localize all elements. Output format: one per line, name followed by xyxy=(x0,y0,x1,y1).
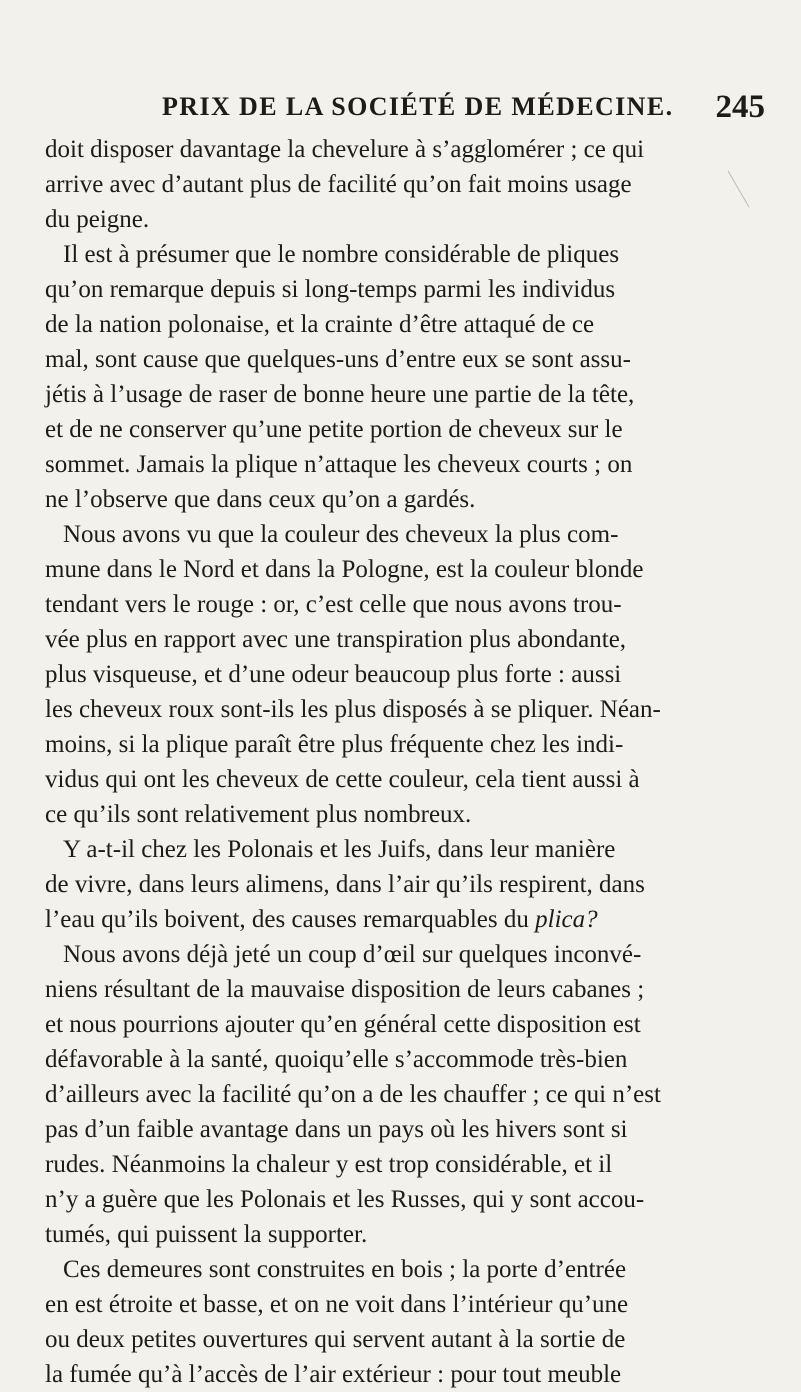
line-text: les cheveux roux sont-ils les plus disposés à se pliquer. Néan- xyxy=(45,696,661,723)
line-text: qu’on remarque depuis si long-temps parmi les individus xyxy=(45,276,616,303)
text-line xyxy=(45,1217,765,1252)
text-line xyxy=(45,832,765,867)
text-line xyxy=(45,1287,765,1322)
text-line xyxy=(45,1322,765,1357)
line-text: doit disposer davantage la chevelure à s’agglomérer ; ce qui xyxy=(45,136,645,163)
line-text: de la nation polonaise, et la crainte d’être attaqué de ce xyxy=(45,311,595,338)
running-head xyxy=(0,0,801,140)
text-line xyxy=(45,1077,765,1112)
line-text: et de ne conserver qu’une petite portion de cheveux sur le xyxy=(45,416,623,443)
text-line xyxy=(45,552,765,587)
text-line xyxy=(45,1182,765,1217)
line-text: la fumée qu’à l’accès de l’air extérieur : pour tout meuble xyxy=(45,1361,622,1388)
line-text: d’ailleurs avec la facilité qu’on a de les chauffer ; ce qui n’est xyxy=(45,1081,661,1108)
body-text xyxy=(45,132,765,1392)
text-line xyxy=(45,482,765,517)
text-line xyxy=(45,167,765,202)
text-line xyxy=(45,657,765,692)
text-line xyxy=(45,692,765,727)
text-line xyxy=(45,237,765,272)
line-text: Nous avons vu que la couleur des cheveux la plus com- xyxy=(63,521,619,548)
text-line xyxy=(45,1252,765,1287)
text-line xyxy=(45,727,765,762)
text-line xyxy=(45,1112,765,1147)
line-text: vée plus en rapport avec une transpiration plus abondante, xyxy=(45,626,627,653)
text-line xyxy=(45,1147,765,1182)
line-text: rudes. Néanmoins la chaleur y est trop considérable, et il xyxy=(45,1151,613,1178)
page-number: 245 xyxy=(715,89,765,125)
line-text: de vivre, dans leurs alimens, dans l’air qu’ils respirent, dans xyxy=(45,871,645,898)
line-text: Il est à présumer que le nombre considérable de pliques xyxy=(63,241,620,268)
line-text: défavorable à la santé, quoiqu’elle s’accommode très-bien xyxy=(45,1046,628,1073)
text-line xyxy=(45,447,765,482)
text-line xyxy=(45,1007,765,1042)
line-text: tumés, qui puissent la supporter. xyxy=(45,1221,368,1248)
line-text: ne l’observe que dans ceux qu’on a gardés. xyxy=(45,486,476,513)
line-text: tendant vers le rouge : or, c’est celle que nous avons trou- xyxy=(45,591,622,618)
line-text: jétis à l’usage de raser de bonne heure une partie de la tête, xyxy=(45,381,635,408)
line-text: niens résultant de la mauvaise disposition de leurs cabanes ; xyxy=(45,976,645,1003)
line-text: ou deux petites ouvertures qui servent autant à la sortie de xyxy=(45,1326,626,1353)
line-italic-text: plica? xyxy=(535,906,598,933)
text-line xyxy=(45,937,765,972)
line-text: en est étroite et basse, et on ne voit dans l’intérieur qu’une xyxy=(45,1291,629,1318)
line-text: l’eau qu’ils boivent, des causes remarquables du xyxy=(45,906,529,933)
text-line xyxy=(45,867,765,902)
text-line xyxy=(45,132,765,167)
line-text: sommet. Jamais la plique n’attaque les cheveux courts ; on xyxy=(45,451,633,478)
text-line xyxy=(45,587,765,622)
text-line xyxy=(45,1357,765,1392)
running-title: PRIX DE LA SOCIÉTÉ DE MÉDECINE. xyxy=(162,92,674,121)
text-line xyxy=(45,412,765,447)
line-text: plus visqueuse, et d’une odeur beaucoup plus forte : aussi xyxy=(45,661,622,688)
text-line xyxy=(45,902,765,937)
text-line xyxy=(45,1042,765,1077)
line-text: mune dans le Nord et dans la Pologne, est la couleur blonde xyxy=(45,556,644,583)
line-text: moins, si la plique paraît être plus fréquente chez les indi- xyxy=(45,731,624,758)
line-text: arrive avec d’autant plus de facilité qu’on fait moins usage xyxy=(45,171,632,198)
line-text: vidus qui ont les cheveux de cette couleur, cela tient aussi à xyxy=(45,766,640,793)
line-text: et nous pourrions ajouter qu’en général cette disposition est xyxy=(45,1011,641,1038)
line-text: ce qu’ils sont relativement plus nombreux. xyxy=(45,801,472,828)
text-line xyxy=(45,202,765,237)
text-line xyxy=(45,972,765,1007)
text-line xyxy=(45,622,765,657)
text-line xyxy=(45,307,765,342)
line-text: du peigne. xyxy=(45,206,150,233)
text-line xyxy=(45,762,765,797)
line-text: Nous avons déjà jeté un coup d’œil sur quelques inconvé- xyxy=(63,941,642,968)
line-text: mal, sont cause que quelques-uns d’entre eux se sont assu- xyxy=(45,346,631,373)
text-line xyxy=(45,377,765,412)
line-text: n’y a guère que les Polonais et les Russes, qui y sont accou- xyxy=(45,1186,645,1213)
text-line xyxy=(45,272,765,307)
text-line xyxy=(45,517,765,552)
line-text: pas d’un faible avantage dans un pays où les hivers sont si xyxy=(45,1116,628,1143)
text-line xyxy=(45,342,765,377)
line-text: Ces demeures sont construites en bois ; la porte d’entrée xyxy=(63,1256,627,1283)
line-text: Y a-t-il chez les Polonais et les Juifs, dans leur manière xyxy=(63,836,616,863)
text-line xyxy=(45,797,765,832)
